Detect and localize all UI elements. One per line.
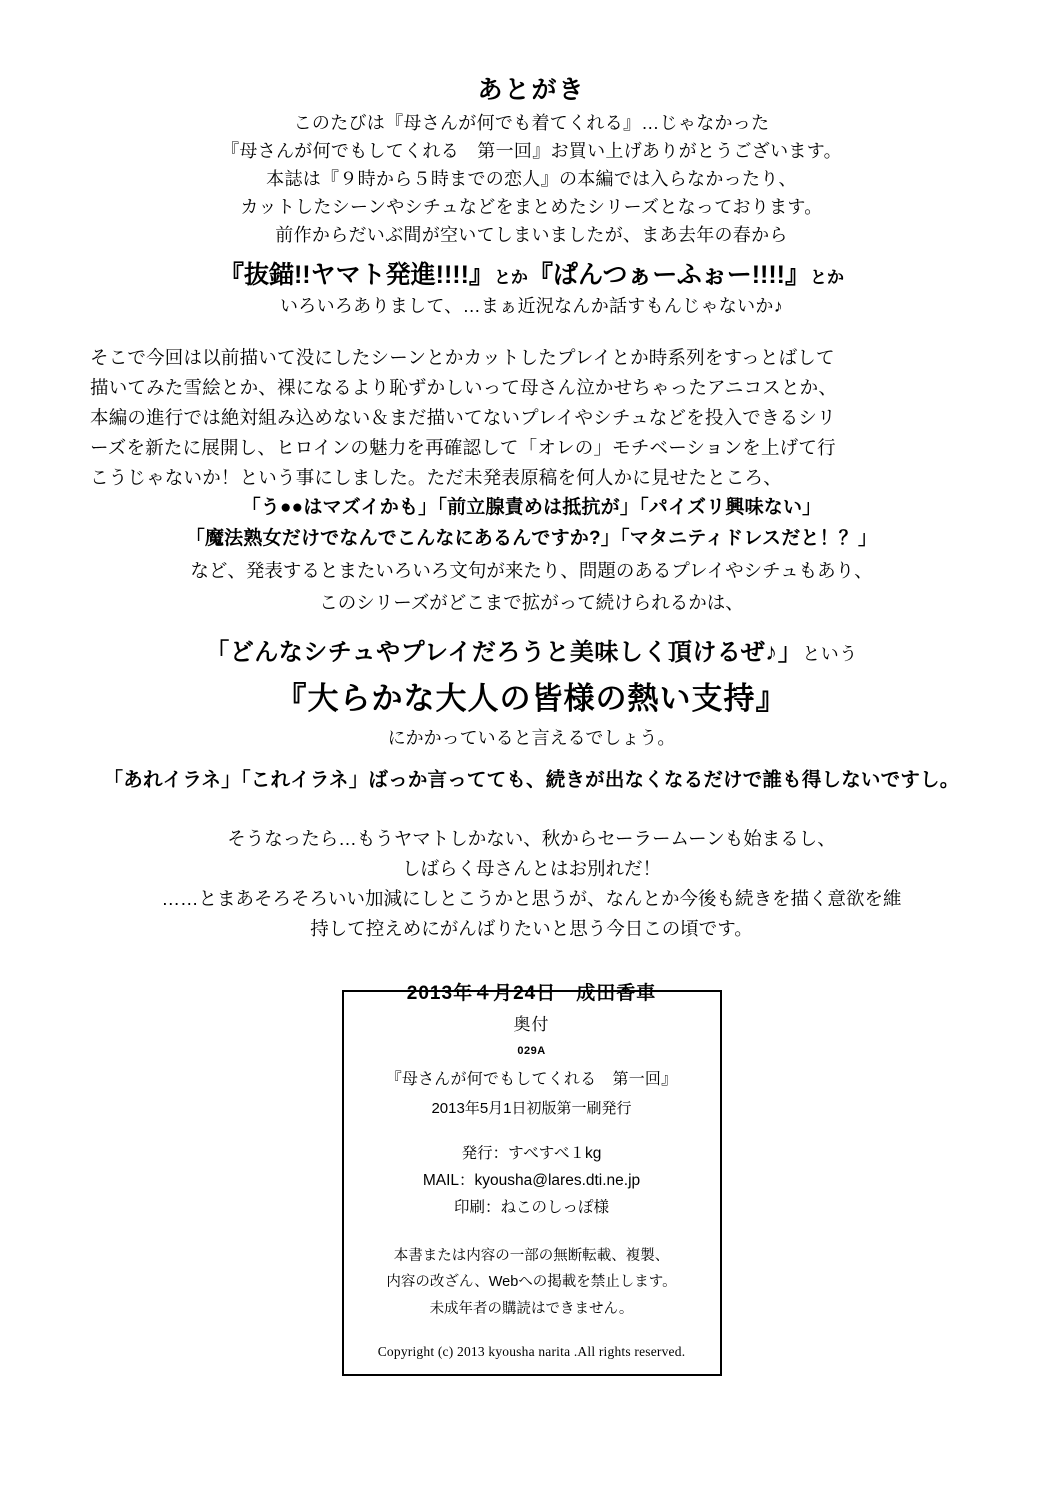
colophon-book-title: 『母さんが何でもしてくれる 第一回』: [385, 1071, 678, 1088]
colophon-spacer: [354, 1221, 710, 1243]
body-line: 描いてみた雪絵とか、裸になるより恥ずかしいって母さん泣かせちゃったアニコスとか、: [90, 377, 838, 399]
mid-line: このシリーズがどこまで拡がって続けられるかは、: [319, 591, 744, 613]
headline-titles: [80, 255, 983, 291]
intro-line: 前作からだいぶ間が空いてしまいましたが、まあ去年の春から: [275, 224, 788, 245]
colophon-notice-line: 未成年者の購読はできません。: [429, 1300, 634, 1317]
closing-line: そうなったら…もうヤマトしかない、秋からセーラームーンも始まるし、: [227, 827, 836, 849]
colophon-printer: 印刷：ねこのしっぽ様: [453, 1199, 609, 1217]
headline-conj-1: とか: [493, 268, 528, 288]
reader-quote: 「魔法熟女だけでなんでこんなにあるんですか?」「マタニティドレスだと！？」: [185, 527, 878, 549]
emphasis-quote-text: 「どんなシチュやプレイだろうと美味しく頂けるぜ♪」: [205, 638, 803, 666]
intro-line: カットしたシーンやシチュなどをまとめたシリーズとなっております。: [240, 196, 823, 217]
colophon-print-date: 2013年5月1日初版第一刷発行: [431, 1100, 632, 1117]
headline-title-1: 『抜錨!!ヤマト発進!!!!』: [218, 261, 494, 290]
emphasis-headline: 『大らかな大人の皆様の熱い支持』: [275, 680, 788, 716]
signature: 2013年４月24日 成田香車: [406, 982, 657, 1004]
after-headline-line: いろいろありまして、…まぁ近況なんか話すもんじゃないか♪: [279, 296, 784, 317]
body-line: 本編の進行では絶対組み込めない＆まだ描いてないプレイやシチュなどを投入できるシリ: [90, 407, 836, 429]
mid-line: など、発表するとまたいろいろ文句が来たり、問題のあるプレイやシチュもあり、: [190, 559, 873, 581]
colophon-mail: MAIL：kyousha@lares.dti.ne.jp: [422, 1172, 641, 1190]
headline-title-2: 『ぱんつぁーふぉー!!!!』: [527, 261, 810, 290]
emphasis-subline: にかかっていると言えるでしょう。: [387, 727, 676, 748]
colophon-notice-line: 本書または内容の一部の無断転載、複製、: [393, 1248, 670, 1265]
emphasis-note: 「あれイラネ」「これイラネ」ばっか言ってても、続きが出なくなるだけで誰も得しないですし。: [103, 768, 960, 791]
intro-line: 『母さんが何でもしてくれる 第一回』お買い上げありがとうございます。: [221, 140, 842, 161]
colophon-notice-line: 内容の改ざん、Webへの掲載を禁止します。: [386, 1274, 677, 1291]
headline-conj-2: とか: [810, 268, 844, 288]
colophon-title: 奥付: [513, 1015, 550, 1034]
emphasis-quote-tail: という: [802, 643, 858, 664]
closing-paragraph: [80, 824, 983, 944]
body-line: ーズを新たに展開し、ヒロインの魅力を再確認して「オレの」モチベーションを上げて行: [90, 437, 836, 459]
colophon-code: 029A: [517, 1045, 546, 1057]
closing-line: しばらく母さんとはお別れだ！: [401, 857, 661, 879]
colophon-publisher: 発行：すべすべ１kg: [461, 1145, 602, 1162]
page-title: あとがき: [477, 76, 586, 104]
colophon-box: [342, 990, 722, 1376]
emphasis-quote: [80, 632, 983, 667]
body-paragraph: [80, 343, 983, 493]
intro-line: 本誌は『９時から５時までの恋人』の本編では入らなかったり、: [266, 168, 797, 189]
closing-line: 持して控えめにがんばりたいと思う今日この頃です。: [310, 917, 753, 939]
reader-quote: 「う●●はマズイかも」「前立腺責めは抵抗が」「パイズリ興味ない」: [241, 497, 822, 519]
closing-line: ……とまあそろそろいい加減にしとこうかと思うが、なんとか今後も続きを描く意欲を維: [161, 887, 902, 909]
colophon-copyright: Copyright (c) 2013 kyousha narita .All rights reserved.: [377, 1343, 686, 1359]
body-line: そこで今回は以前描いて没にしたシーンとかカットしたプレイとか時系列をすっとばして: [90, 347, 835, 369]
intro-block: [80, 110, 983, 249]
intro-line: このたびは『母さんが何でも着てくれる』…じゃなかった: [293, 113, 770, 133]
body-line: こうじゃないか！という事にしました。ただ未発表原稿を何人かに見せたところ、: [90, 467, 782, 489]
